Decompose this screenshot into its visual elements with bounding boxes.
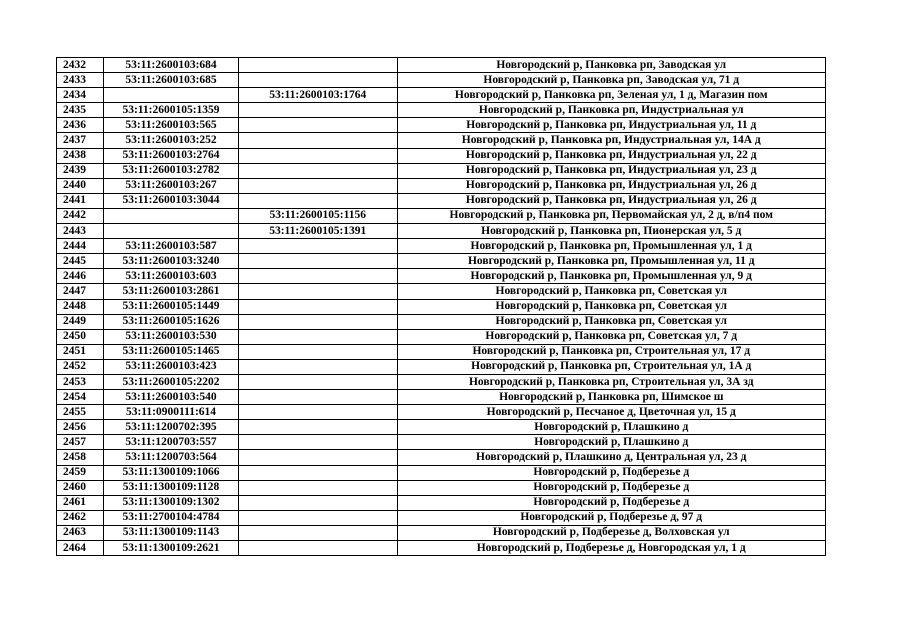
table-row (57, 284, 826, 299)
table-row (57, 88, 826, 103)
address-cell: Новгородский р, Панковка рп, Строительная ул, 1А д (397, 359, 826, 374)
object-number-cell (239, 420, 398, 435)
address-cell: Новгородский р, Панковка рп, Пионерская ул, 5 д (397, 224, 826, 239)
address-cell: Новгородский р, Панковка рп, Индустриальная ул, 26 д (397, 178, 826, 193)
object-number-cell (239, 239, 398, 254)
address-cell: Новгородский р, Песчаное д, Цветочная ул, 15 д (397, 405, 826, 420)
object-number-cell (239, 254, 398, 269)
table-row (57, 374, 826, 389)
table-row (57, 133, 826, 148)
object-number-cell (239, 510, 398, 525)
address-cell: Новгородский р, Панковка рп, Советская ул (397, 314, 826, 329)
cadastral-number-cell: 53:11:2600103:252 (104, 133, 239, 148)
object-number-cell: 53:11:2600105:1391 (239, 224, 398, 239)
row-number-cell: 2448 (57, 299, 104, 314)
row-number-cell: 2443 (57, 224, 104, 239)
row-number-cell: 2453 (57, 374, 104, 389)
object-number-cell (239, 374, 398, 389)
address-cell: Новгородский р, Подберезье д, 97 д (397, 510, 826, 525)
row-number-cell: 2459 (57, 465, 104, 480)
cadastral-number-cell: 53:11:1300109:1302 (104, 495, 239, 510)
table-row (57, 269, 826, 284)
table-row (57, 405, 826, 420)
object-number-cell (239, 269, 398, 284)
cadastral-number-cell: 53:11:0900111:614 (104, 405, 239, 420)
table-row (57, 344, 826, 359)
address-cell: Новгородский р, Панковка рп, Строительная ул, 3А зд (397, 374, 826, 389)
cadastral-number-cell (104, 224, 239, 239)
cadastral-number-cell: 53:11:2600103:685 (104, 73, 239, 88)
address-cell: Новгородский р, Панковка рп, Индустриальная ул, 26 д (397, 193, 826, 208)
object-number-cell (239, 148, 398, 163)
object-number-cell (239, 163, 398, 178)
cadastral-number-cell: 53:11:1300109:1128 (104, 480, 239, 495)
cadastral-number-cell: 53:11:2600103:587 (104, 239, 239, 254)
address-cell: Новгородский р, Панковка рп, Советская ул (397, 299, 826, 314)
table-row (57, 208, 826, 223)
row-number-cell: 2444 (57, 239, 104, 254)
object-number-cell (239, 193, 398, 208)
address-cell: Новгородский р, Панковка рп, Промышленная ул, 1 д (397, 239, 826, 254)
address-cell: Новгородский р, Панковка рп, Индустриальная ул (397, 103, 826, 118)
object-number-cell (239, 480, 398, 495)
object-number-cell (239, 405, 398, 420)
row-number-cell: 2462 (57, 510, 104, 525)
row-number-cell: 2439 (57, 163, 104, 178)
table-row (57, 541, 826, 556)
address-cell: Новгородский р, Панковка рп, Строительная ул, 17 д (397, 344, 826, 359)
cadastral-number-cell: 53:11:1200703:564 (104, 450, 239, 465)
cadastral-number-cell: 53:11:2600103:530 (104, 329, 239, 344)
cadastral-number-cell: 53:11:2600103:423 (104, 359, 239, 374)
row-number-cell: 2446 (57, 269, 104, 284)
object-number-cell: 53:11:2600105:1156 (239, 208, 398, 223)
cadastral-number-cell: 53:11:1200703:557 (104, 435, 239, 450)
table-body (57, 58, 826, 556)
address-cell: Новгородский р, Плашкино д, Центральная ул, 23 д (397, 450, 826, 465)
cadastral-number-cell (104, 88, 239, 103)
table-row (57, 178, 826, 193)
row-number-cell: 2452 (57, 359, 104, 374)
table-row (57, 148, 826, 163)
address-cell: Новгородский р, Плашкино д (397, 420, 826, 435)
object-number-cell: 53:11:2600103:1764 (239, 88, 398, 103)
object-number-cell (239, 73, 398, 88)
cadastral-number-cell: 53:11:2600103:267 (104, 178, 239, 193)
table-row (57, 163, 826, 178)
table-row (57, 193, 826, 208)
row-number-cell: 2456 (57, 420, 104, 435)
address-cell: Новгородский р, Панковка рп, Индустриальная ул, 14А д (397, 133, 826, 148)
row-number-cell: 2434 (57, 88, 104, 103)
address-cell: Новгородский р, Подберезье д (397, 465, 826, 480)
row-number-cell: 2464 (57, 541, 104, 556)
object-number-cell (239, 284, 398, 299)
table-row (57, 435, 826, 450)
object-number-cell (239, 541, 398, 556)
row-number-cell: 2445 (57, 254, 104, 269)
address-cell: Новгородский р, Панковка рп, Первомайская ул, 2 д, в/п4 пом (397, 208, 826, 223)
object-number-cell (239, 495, 398, 510)
cadastral-number-cell: 53:11:2600103:3044 (104, 193, 239, 208)
address-cell: Новгородский р, Панковка рп, Советская ул, 7 д (397, 329, 826, 344)
table-row (57, 314, 826, 329)
cadastral-number-cell: 53:11:2600103:684 (104, 58, 239, 73)
address-cell: Новгородский р, Подберезье д (397, 495, 826, 510)
address-cell: Новгородский р, Подберезье д (397, 480, 826, 495)
table-row (57, 73, 826, 88)
row-number-cell: 2450 (57, 329, 104, 344)
table-row (57, 390, 826, 405)
object-number-cell (239, 178, 398, 193)
cadastral-number-cell: 53:11:2600103:2764 (104, 148, 239, 163)
row-number-cell: 2436 (57, 118, 104, 133)
row-number-cell: 2460 (57, 480, 104, 495)
row-number-cell: 2442 (57, 208, 104, 223)
row-number-cell: 2457 (57, 435, 104, 450)
object-number-cell (239, 435, 398, 450)
row-number-cell: 2458 (57, 450, 104, 465)
cadastral-number-cell: 53:11:2600103:2861 (104, 284, 239, 299)
cadastral-number-cell: 53:11:2600103:3240 (104, 254, 239, 269)
table-row (57, 299, 826, 314)
row-number-cell: 2435 (57, 103, 104, 118)
row-number-cell: 2440 (57, 178, 104, 193)
address-cell: Новгородский р, Подберезье д, Волховская ул (397, 525, 826, 540)
address-cell: Новгородский р, Панковка рп, Промышленная ул, 11 д (397, 254, 826, 269)
cadastral-number-cell (104, 208, 239, 223)
table-row (57, 450, 826, 465)
row-number-cell: 2449 (57, 314, 104, 329)
object-number-cell (239, 133, 398, 148)
table-row (57, 58, 826, 73)
table-row (57, 510, 826, 525)
row-number-cell: 2461 (57, 495, 104, 510)
table-row (57, 495, 826, 510)
table-row (57, 359, 826, 374)
address-cell: Новгородский р, Панковка рп, Индустриальная ул, 11 д (397, 118, 826, 133)
row-number-cell: 2447 (57, 284, 104, 299)
address-cell: Новгородский р, Панковка рп, Индустриальная ул, 22 д (397, 148, 826, 163)
row-number-cell: 2432 (57, 58, 104, 73)
object-number-cell (239, 103, 398, 118)
table-row (57, 239, 826, 254)
table-row (57, 224, 826, 239)
address-cell: Новгородский р, Плашкино д (397, 435, 826, 450)
cadastral-number-cell: 53:11:2600103:603 (104, 269, 239, 284)
row-number-cell: 2433 (57, 73, 104, 88)
table-row (57, 420, 826, 435)
row-number-cell: 2455 (57, 405, 104, 420)
address-cell: Новгородский р, Панковка рп, Заводская ул, 71 д (397, 73, 826, 88)
object-number-cell (239, 58, 398, 73)
cadastral-number-cell: 53:11:2600105:1626 (104, 314, 239, 329)
address-cell: Новгородский р, Панковка рп, Советская ул (397, 284, 826, 299)
table-row (57, 329, 826, 344)
cadastral-number-cell: 53:11:2600105:1465 (104, 344, 239, 359)
object-number-cell (239, 465, 398, 480)
cadastral-number-cell: 53:11:1200702:395 (104, 420, 239, 435)
table-row (57, 480, 826, 495)
address-cell: Новгородский р, Панковка рп, Промышленная ул, 9 д (397, 269, 826, 284)
table-row (57, 525, 826, 540)
cadastral-number-cell: 53:11:2700104:4784 (104, 510, 239, 525)
row-number-cell: 2463 (57, 525, 104, 540)
property-table (56, 57, 826, 556)
address-cell: Новгородский р, Панковка рп, Заводская ул (397, 58, 826, 73)
table-row (57, 103, 826, 118)
address-cell: Новгородский р, Панковка рп, Индустриальная ул, 23 д (397, 163, 826, 178)
cadastral-number-cell: 53:11:2600105:1449 (104, 299, 239, 314)
cadastral-number-cell: 53:11:2600103:540 (104, 390, 239, 405)
object-number-cell (239, 314, 398, 329)
table-row (57, 465, 826, 480)
table-row (57, 118, 826, 133)
cadastral-number-cell: 53:11:2600103:565 (104, 118, 239, 133)
cadastral-number-cell: 53:11:1300109:1066 (104, 465, 239, 480)
object-number-cell (239, 450, 398, 465)
cadastral-number-cell: 53:11:2600103:2782 (104, 163, 239, 178)
cadastral-number-cell: 53:11:1300109:2621 (104, 541, 239, 556)
object-number-cell (239, 329, 398, 344)
object-number-cell (239, 118, 398, 133)
table-row (57, 254, 826, 269)
object-number-cell (239, 344, 398, 359)
object-number-cell (239, 390, 398, 405)
object-number-cell (239, 525, 398, 540)
address-cell: Новгородский р, Подберезье д, Новгородская ул, 1 д (397, 541, 826, 556)
row-number-cell: 2438 (57, 148, 104, 163)
address-cell: Новгородский р, Панковка рп, Шимское ш (397, 390, 826, 405)
object-number-cell (239, 299, 398, 314)
cadastral-number-cell: 53:11:2600105:1359 (104, 103, 239, 118)
cadastral-number-cell: 53:11:2600105:2202 (104, 374, 239, 389)
object-number-cell (239, 359, 398, 374)
address-cell: Новгородский р, Панковка рп, Зеленая ул, 1 д, Магазин пом (397, 88, 826, 103)
row-number-cell: 2454 (57, 390, 104, 405)
row-number-cell: 2437 (57, 133, 104, 148)
row-number-cell: 2451 (57, 344, 104, 359)
row-number-cell: 2441 (57, 193, 104, 208)
cadastral-number-cell: 53:11:1300109:1143 (104, 525, 239, 540)
